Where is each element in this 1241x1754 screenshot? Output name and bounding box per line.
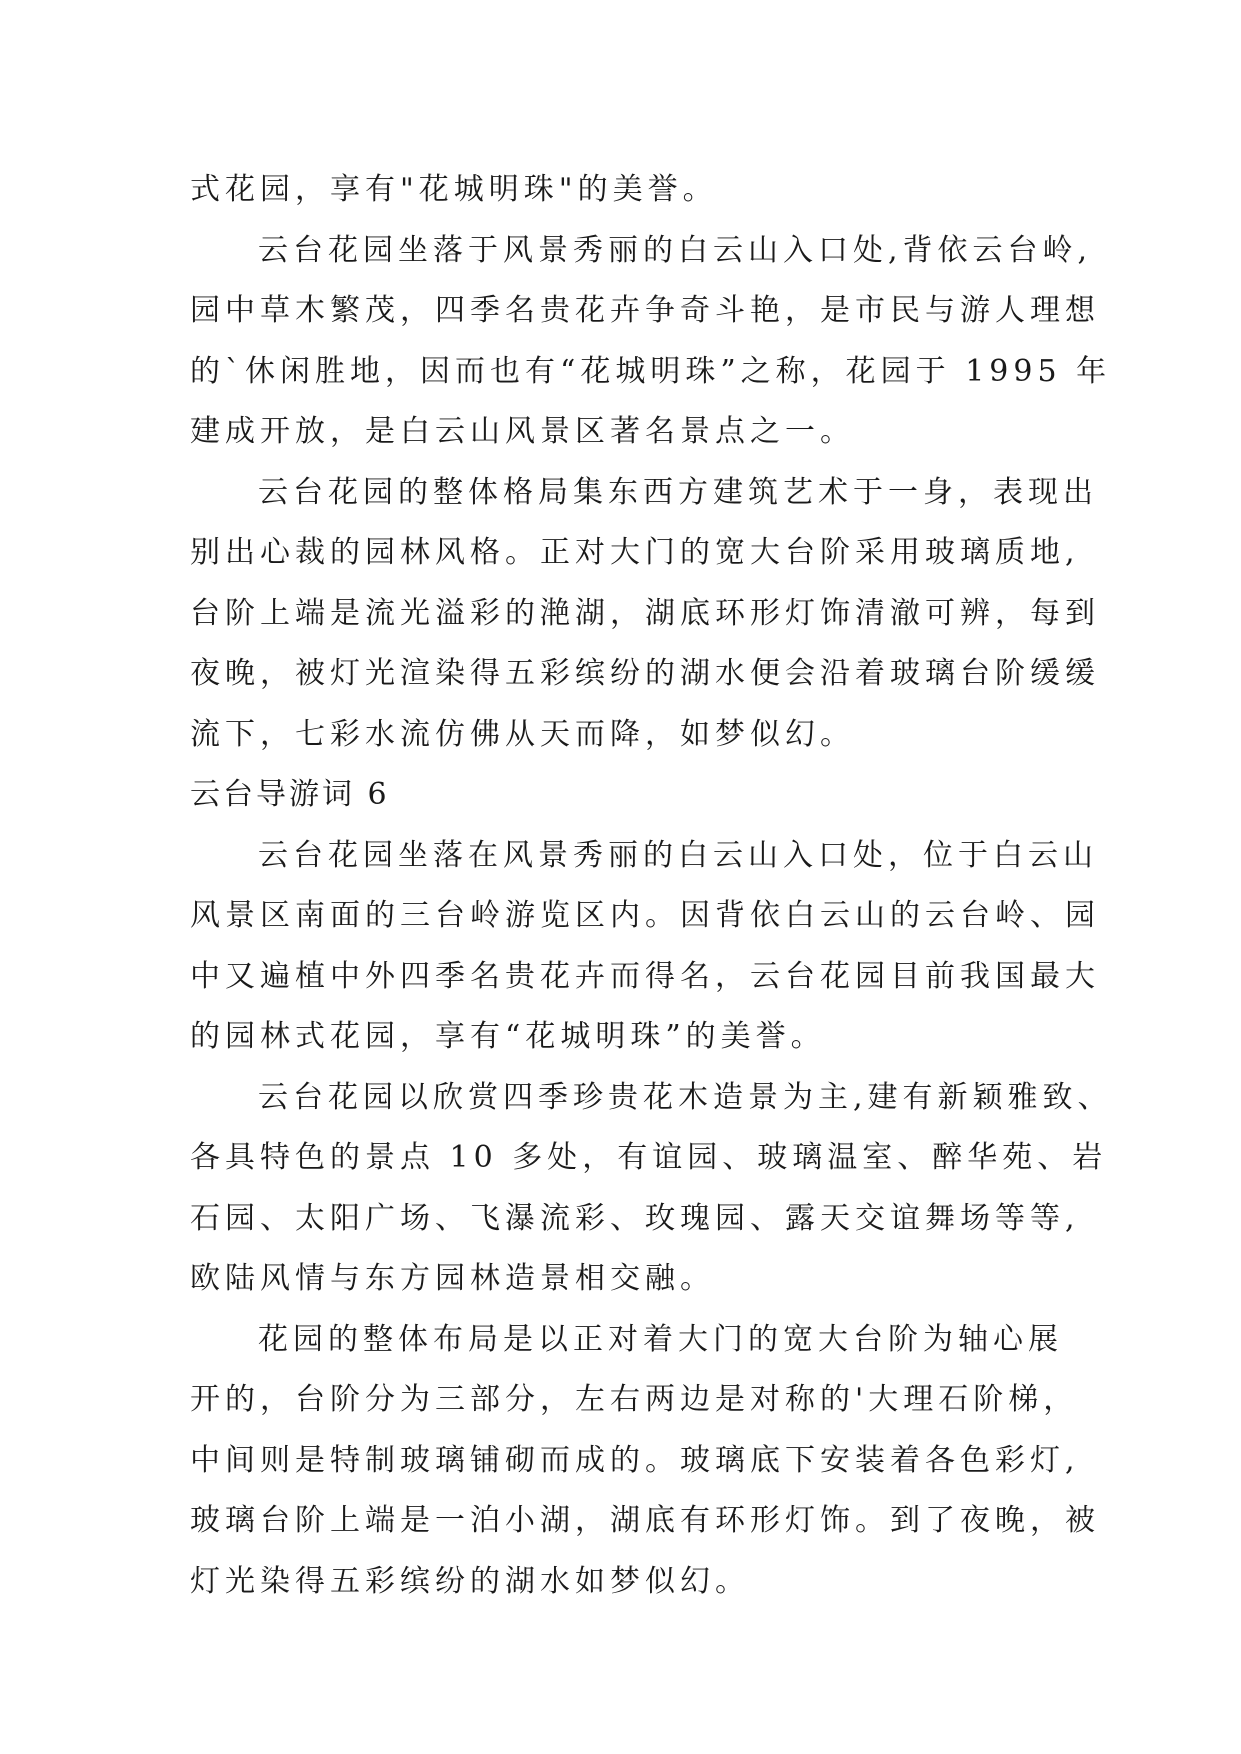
text-line: 台阶上端是流光溢彩的滟湖，湖底环形灯饰清澈可辨，每到 bbox=[190, 595, 1100, 631]
text-line: 云台花园的整体格局集东西方建筑艺术于一身，表现出 bbox=[258, 474, 1098, 510]
text-line: 欧陆风情与东方园林造景相交融。 bbox=[190, 1261, 715, 1296]
text-line: 中间则是特制玻璃铺砌而成的。玻璃底下安装着各色彩灯, bbox=[190, 1442, 1080, 1478]
text-line: 石园、太阳广场、飞瀑流彩、玫瑰园、露天交谊舞场等等, bbox=[190, 1200, 1080, 1236]
text-line: 式花园，享有"花城明珠"的美誉。 bbox=[190, 172, 718, 207]
text-line: 园中草木繁茂，四季名贵花卉争奇斗艳，是市民与游人理想 bbox=[190, 293, 1100, 328]
text-line: 灯光染得五彩缤纷的湖水如梦似幻。 bbox=[190, 1563, 750, 1599]
text-line: 别出心裁的园林风格。正对大门的宽大台阶采用玻璃质地, bbox=[190, 535, 1080, 570]
text-line: 风景区南面的三台岭游览区内。因背依白云山的云台岭、园 bbox=[190, 898, 1100, 933]
text-line: 云台花园坐落于风景秀丽的白云山入口处,背依云台岭, bbox=[258, 232, 1093, 268]
text-line: 开的，台阶分为三部分，左右两边是对称的'大理石阶梯， bbox=[190, 1382, 1079, 1417]
text-line: 各具特色的景点 10 多处，有谊园、玻璃温室、醉华苑、岩 bbox=[190, 1140, 1108, 1175]
document-body bbox=[190, 160, 1113, 1612]
text-line: 云台花园坐落在风景秀丽的白云山入口处，位于白云山 bbox=[258, 837, 1098, 873]
text-line: 的园林式花园，享有“花城明珠”的美誉。 bbox=[190, 1019, 826, 1054]
text-line: 玻璃台阶上端是一泊小湖，湖底有环形灯饰。到了夜晚，被 bbox=[190, 1503, 1100, 1538]
section-heading: 云台导游词 6 bbox=[190, 777, 390, 812]
text-line: 花园的整体布局是以正对着大门的宽大台阶为轴心展 bbox=[258, 1321, 1063, 1357]
text-line: 夜晚，被灯光渲染得五彩缤纷的湖水便会沿着玻璃台阶缓缓 bbox=[190, 656, 1100, 691]
text-line: 流下，七彩水流仿佛从天而降，如梦似幻。 bbox=[190, 716, 855, 752]
text-line: 建成开放，是白云山风景区著名景点之一。 bbox=[190, 414, 855, 449]
text-line: 云台花园以欣赏四季珍贵花木造景为主,建有新颖雅致、 bbox=[258, 1079, 1113, 1115]
text-line: 的`休闲胜地，因而也有“花城明珠”之称，花园于 1995 年 bbox=[190, 353, 1112, 389]
text-line: 中又遍植中外四季名贵花卉而得名，云台花园目前我国最大 bbox=[190, 958, 1100, 994]
